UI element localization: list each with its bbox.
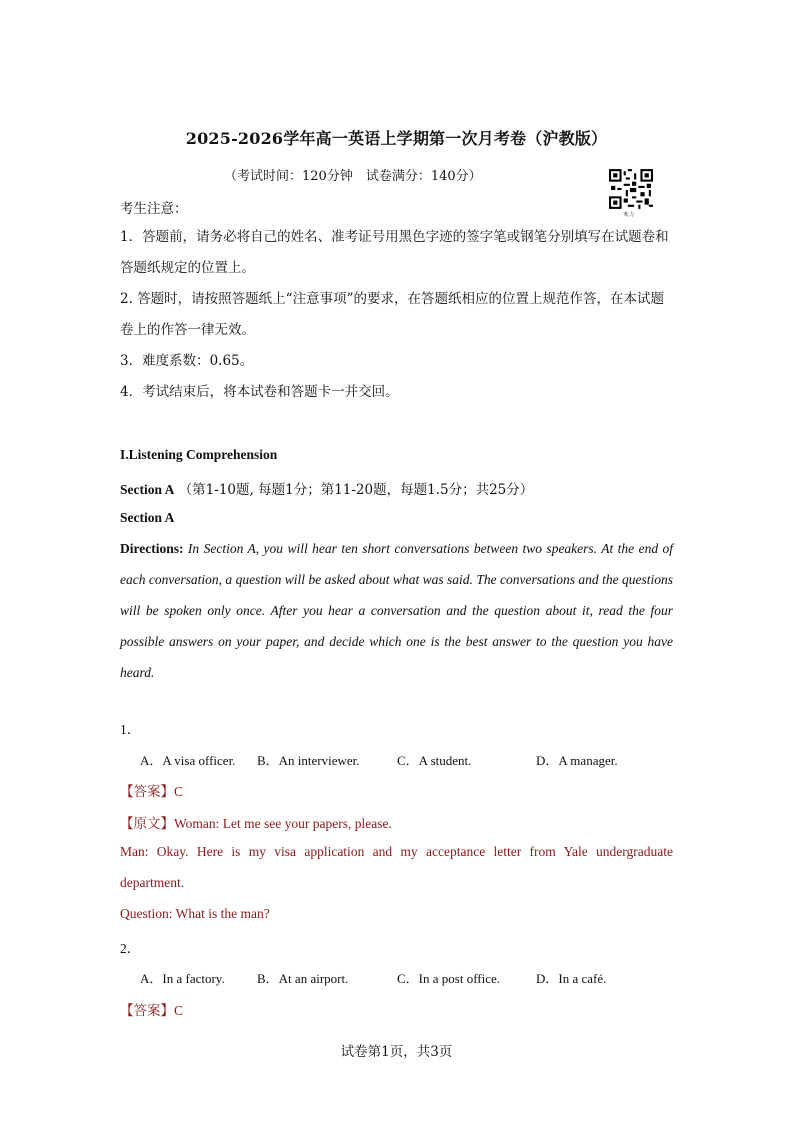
answer-value: C xyxy=(174,784,184,799)
notice-heading: 考生注意： xyxy=(120,201,188,217)
exam-subtitle: （考试时间：120分钟 试卷满分：140分） xyxy=(224,169,482,184)
directions-text: In Section A, you will hear ten short conversations between two speakers. At the end of each conversation, a question will be asked about what was said. The conversations and the questions will be spoken only once. After you hear a conversation and the question about it, read the four possible answers on your paper, and decide which one is the best answer to the question you have heard. xyxy=(120,541,673,680)
section-a-scoring: （第1-10题, 每题1分；第11-20题，每题1.5分；共25分） xyxy=(178,482,534,498)
question-1-option-c: C．A student. xyxy=(397,753,472,768)
notice-item-1: 1．答题前，请务必将自己的姓名、准考证号用黑色字迹的签字笔或钢笔分别填写在试题卷和答题纸规定的位置上。 xyxy=(120,229,669,276)
answer-value: C xyxy=(174,1003,184,1018)
question-2-option-d: D．In a café. xyxy=(536,971,607,986)
question-2-answer xyxy=(120,999,183,1019)
question-1-transcript-line-2: Man: Okay. Here is my visa application and my acceptance letter from Yale undergraduate department. xyxy=(120,844,673,890)
notice-item-2: 2. 答题时，请按照答题纸上“注意事项”的要求，在答题纸相应的位置上规范作答，在本试题卷上的作答一律无效。 xyxy=(120,291,664,338)
question-2-number: 2． xyxy=(120,941,141,956)
question-2-option-a: A．In a factory. xyxy=(140,971,225,986)
question-1-transcript-line-1 xyxy=(120,812,392,832)
directions xyxy=(120,533,673,688)
question-1-transcript-question: Question: What is the man? xyxy=(120,906,270,921)
question-1-option-b: B．An interviewer. xyxy=(257,753,360,768)
question-1-option-a: A．A visa officer. xyxy=(140,753,236,768)
qr-caption: 帐力 xyxy=(624,212,635,218)
answer-label: 【答案】 xyxy=(120,784,174,799)
question-1-option-d: D．A manager. xyxy=(536,753,618,768)
section-a-heading: Section A xyxy=(120,510,175,525)
part-title: I.Listening Comprehension xyxy=(120,447,278,462)
question-1-answer xyxy=(120,780,183,800)
section-a-line xyxy=(120,478,533,498)
question-2-option-b: B．At an airport. xyxy=(257,971,349,986)
transcript-label: 【原文】 xyxy=(120,816,174,831)
qr-code-icon xyxy=(609,169,653,209)
exam-title: 2025-2026学年高一英语上学期第一次月考卷（沪教版） xyxy=(185,129,608,148)
notice-item-3: 3．难度系数：0.65。 xyxy=(120,353,254,369)
directions-label: Directions: xyxy=(120,541,184,556)
page-footer: 试卷第1页，共3页 xyxy=(340,1044,453,1060)
answer-label: 【答案】 xyxy=(120,1003,174,1018)
question-1-number: 1． xyxy=(120,722,141,737)
notice-item-4: 4．考试结束后，将本试卷和答题卡一并交回。 xyxy=(120,384,399,400)
question-2-option-c: C．In a post office. xyxy=(397,971,501,986)
section-a-label: Section A xyxy=(120,482,175,497)
transcript-text: Woman: Let me see your papers, please. xyxy=(174,816,392,831)
